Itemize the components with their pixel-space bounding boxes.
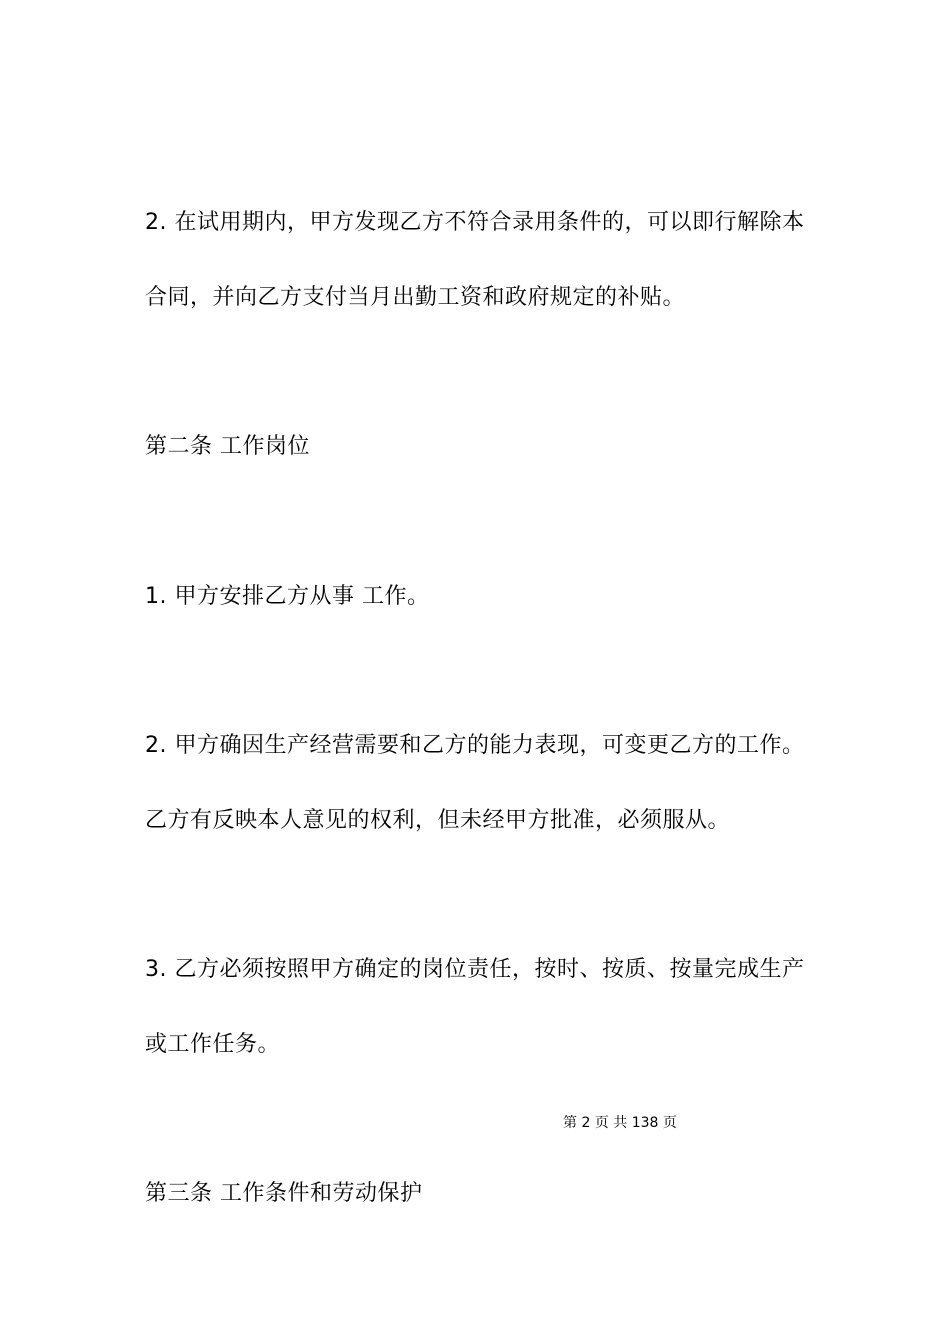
page-footer: 第 2 页 共 138 页 bbox=[563, 1115, 677, 1131]
paragraph-line: 合同，并向乙方支付当月出勤工资和政府规定的补贴。 bbox=[145, 285, 686, 310]
paragraph-line: 乙方有反映本人意见的权利，但未经甲方批准，必须服从。 bbox=[145, 808, 731, 833]
paragraph-line: 1. 甲方安排乙方从事 工作。 bbox=[145, 584, 430, 609]
paragraph-line: 或工作任务。 bbox=[145, 1032, 281, 1057]
paragraph-line: 3. 乙方必须按照甲方确定的岗位责任，按时、按质、按量完成生产 bbox=[145, 957, 805, 982]
paragraph-line: 2. 甲方确因生产经营需要和乙方的能力表现，可变更乙方的工作。 bbox=[145, 733, 805, 758]
section-heading: 第三条 工作条件和劳动保护 bbox=[145, 1181, 423, 1206]
section-heading: 第二条 工作岗位 bbox=[145, 434, 310, 459]
paragraph-line: 2. 在试用期内，甲方发现乙方不符合录用条件的，可以即行解除本 bbox=[145, 210, 805, 235]
